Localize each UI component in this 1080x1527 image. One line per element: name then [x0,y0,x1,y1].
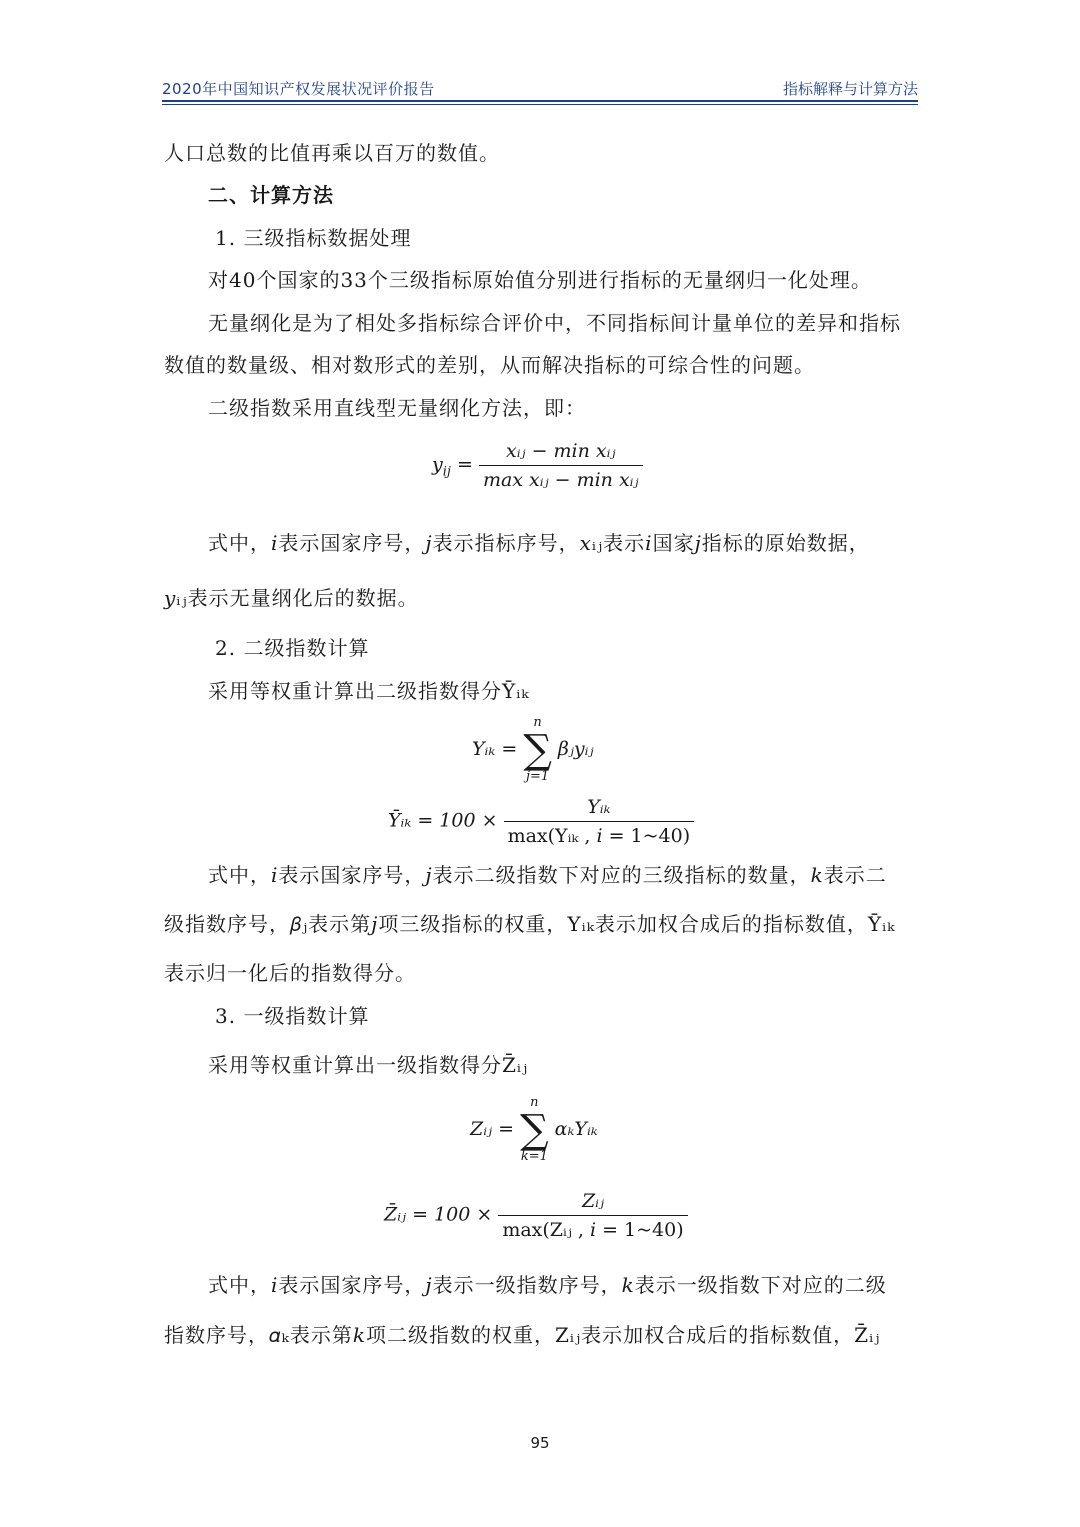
formula-sum-Z: Zᵢⱼ = n ∑ k=1 αₖYᵢₖ [470,1095,598,1164]
paragraph: 采用等权重计算出一级指数得分Z̄ᵢⱼ [208,1053,529,1077]
header-rule [162,100,918,102]
paragraph: 表示归一化后的指数得分。 [164,961,416,985]
paragraph: 式中，𝑖表示国家序号，𝑗表示一级指数序号，𝑘表示一级指数下对应的二级 [208,1273,887,1297]
paragraph: 无量纲化是为了相处多指标综合评价中，不同指标间计量单位的差异和指标 [208,311,901,335]
paragraph: 级指数序号，𝛽ⱼ表示第𝑗项三级指标的权重，Yᵢₖ表示加权合成后的指标数值，Ȳᵢₖ [164,912,896,936]
paragraph: 式中，𝑖表示国家序号，𝑗表示指标序号，𝑥ᵢⱼ表示𝑖国家𝑗指标的原始数据， [208,531,870,555]
page-number: 95 [530,1434,550,1452]
formula-normalization: $y_{ij}$ = $\frac{\text{xᵢⱼ − min xᵢⱼ}}{\text{max xᵢⱼ − min xᵢⱼ}}$ [432,440,643,491]
formula-numerator: xᵢⱼ − min xᵢⱼ [505,440,616,462]
paragraph: 二级指数采用直线型无量纲化方法，即： [208,396,586,420]
formula-denominator: max(Yᵢₖ , 𝑖 = 1~40) [504,821,695,847]
formula-numerator: Zᵢⱼ [581,1190,604,1212]
formula-normalized-Y: Ȳᵢₖ = 100 × $\frac{\text{Yᵢₖ}}{\text{max(Yᵢₖ , 𝑖 = 1\textasciitilde{}40)}}$ [388,796,694,847]
subheading-1: 1. 三级指标数据处理 [215,226,412,250]
formula-numerator: Yᵢₖ [587,796,611,818]
paragraph: 数值的数量级、相对数形式的差别，从而解决指标的可综合性的问题。 [164,353,815,377]
paragraph: 𝑦ᵢⱼ表示无量纲化后的数据。 [164,586,419,610]
paragraph: 指数序号，𝛼ₖ表示第𝑘项二级指数的权重，Zᵢⱼ表示加权合成后的指标数值，Z̄ᵢⱼ [164,1323,881,1347]
formula-normalized-Z: Z̄ᵢⱼ = 100 × $\frac{\text{Zᵢⱼ}}{\text{max(Zᵢⱼ , 𝑖 = 1\textasciitilde{}40)}}$ [384,1190,688,1241]
section-title: 二、计算方法 [208,183,334,207]
header-rule-thin [162,104,918,105]
page-header [162,76,918,102]
formula-denominator: max xᵢⱼ − min xᵢⱼ [479,465,643,491]
formula-sum-Y: Yᵢₖ = n ∑ j=1 βⱼyᵢⱼ [472,715,594,784]
subheading-3: 3. 一级指数计算 [215,1004,370,1028]
formula-denominator: max(Zᵢⱼ , 𝑖 = 1~40) [498,1215,687,1241]
paragraph: 采用等权重计算出二级指数得分Ȳᵢₖ [208,679,530,703]
header-section: 指标解释与计算方法 [782,80,918,98]
paragraph: 对40个国家的33个三级指标原始值分别进行指标的无量纲归一化处理。 [208,268,872,292]
paragraph: 式中，𝑖表示国家序号，𝑗表示二级指数下对应的三级指标的数量，𝑘表示二 [208,863,887,887]
header-title: 2020年中国知识产权发展状况评价报告 [162,80,435,98]
subheading-2: 2. 二级指数计算 [215,636,370,660]
paragraph-continuation: 人口总数的比值再乘以百万的数值。 [164,141,500,165]
